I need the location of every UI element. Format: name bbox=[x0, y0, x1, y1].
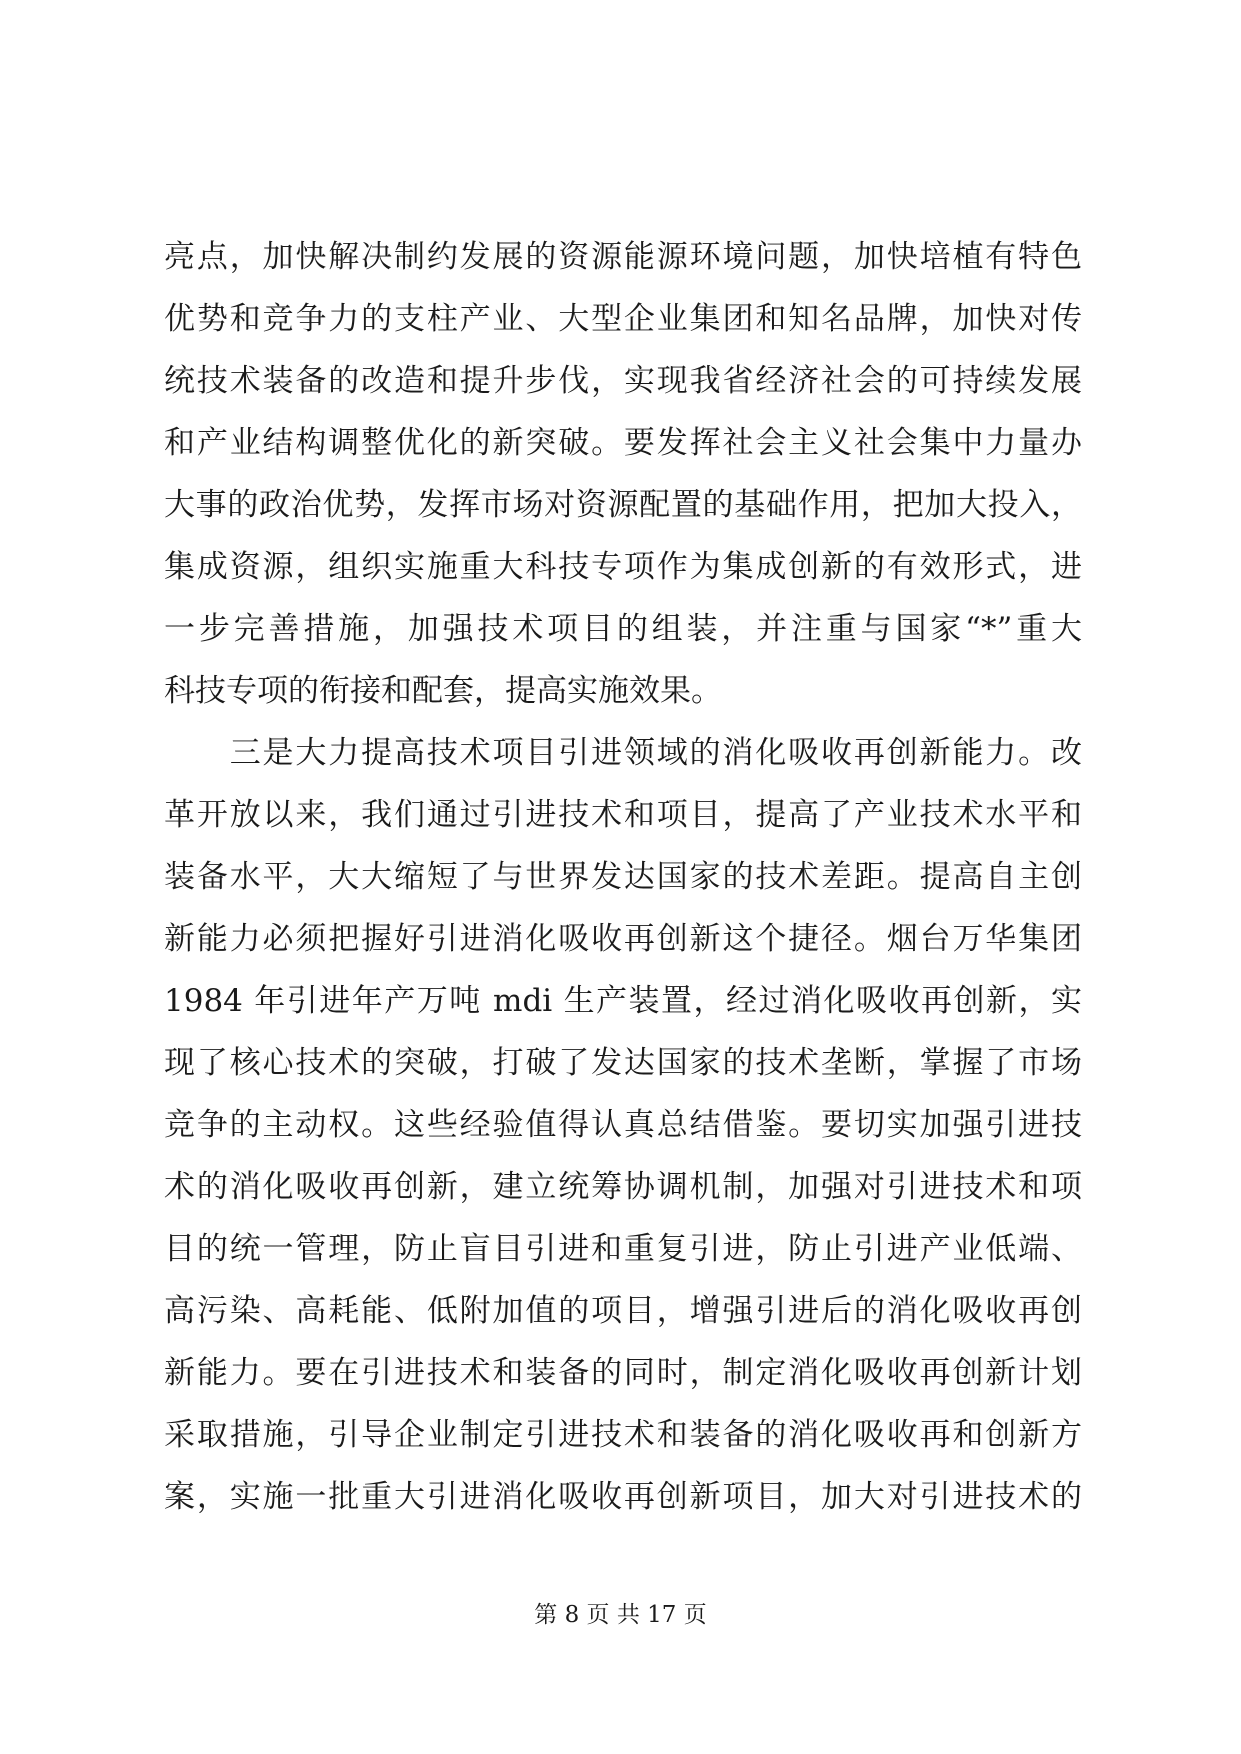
text-line: 现了核心技术的突破，打破了发达国家的技术垄断，掌握了市场 bbox=[164, 1045, 1082, 1081]
text-line: 亮点，加快解决制约发展的资源能源环境问题，加快培植有特色 bbox=[164, 239, 1082, 275]
text-line: 集成资源，组织实施重大科技专项作为集成创新的有效形式，进 bbox=[164, 549, 1082, 585]
body-text bbox=[164, 226, 1082, 1528]
text-line: 1984 年引进年产万吨 mdi 生产装置，经过消化吸收再创新，实 bbox=[164, 983, 1082, 1019]
text-line: 术的消化吸收再创新，建立统筹协调机制，加强对引进技术和项 bbox=[164, 1169, 1082, 1205]
text-line: 革开放以来，我们通过引进技术和项目，提高了产业技术水平和 bbox=[164, 797, 1082, 833]
text-line: 和产业结构调整优化的新突破。要发挥社会主义社会集中力量办 bbox=[164, 425, 1082, 461]
text-line: 高污染、高耗能、低附加值的项目，增强引进后的消化吸收再创 bbox=[164, 1293, 1082, 1329]
text-line: 优势和竞争力的支柱产业、大型企业集团和知名品牌，加快对传 bbox=[164, 301, 1082, 337]
text-line: 三是大力提高技术项目引进领域的消化吸收再创新能力。改 bbox=[164, 735, 1082, 771]
text-line: 一步完善措施，加强技术项目的组装，并注重与国家“*”重大 bbox=[164, 611, 1082, 647]
text-line: 案，实施一批重大引进消化吸收再创新项目，加大对引进技术的 bbox=[164, 1479, 1082, 1515]
text-line: 采取措施，引导企业制定引进技术和装备的消化吸收再和创新方 bbox=[164, 1417, 1082, 1453]
text-line: 目的统一管理，防止盲目引进和重复引进，防止引进产业低端、 bbox=[164, 1231, 1082, 1267]
text-line: 新能力。要在引进技术和装备的同时，制定消化吸收再创新计划 bbox=[164, 1355, 1082, 1391]
text-line: 装备水平，大大缩短了与世界发达国家的技术差距。提高自主创 bbox=[164, 859, 1082, 895]
page-number-footer: 第 8 页 共 17 页 bbox=[534, 1602, 707, 1628]
text-line: 新能力必须把握好引进消化吸收再创新这个捷径。烟台万华集团 bbox=[164, 921, 1082, 957]
text-line: 竞争的主动权。这些经验值得认真总结借鉴。要切实加强引进技 bbox=[164, 1107, 1082, 1143]
text-line: 大事的政治优势，发挥市场对资源配置的基础作用，把加大投入， bbox=[164, 487, 1082, 523]
text-line: 统技术装备的改造和提升步伐，实现我省经济社会的可持续发展 bbox=[164, 363, 1082, 399]
text-line: 科技专项的衔接和配套，提高实施效果。 bbox=[164, 673, 722, 709]
